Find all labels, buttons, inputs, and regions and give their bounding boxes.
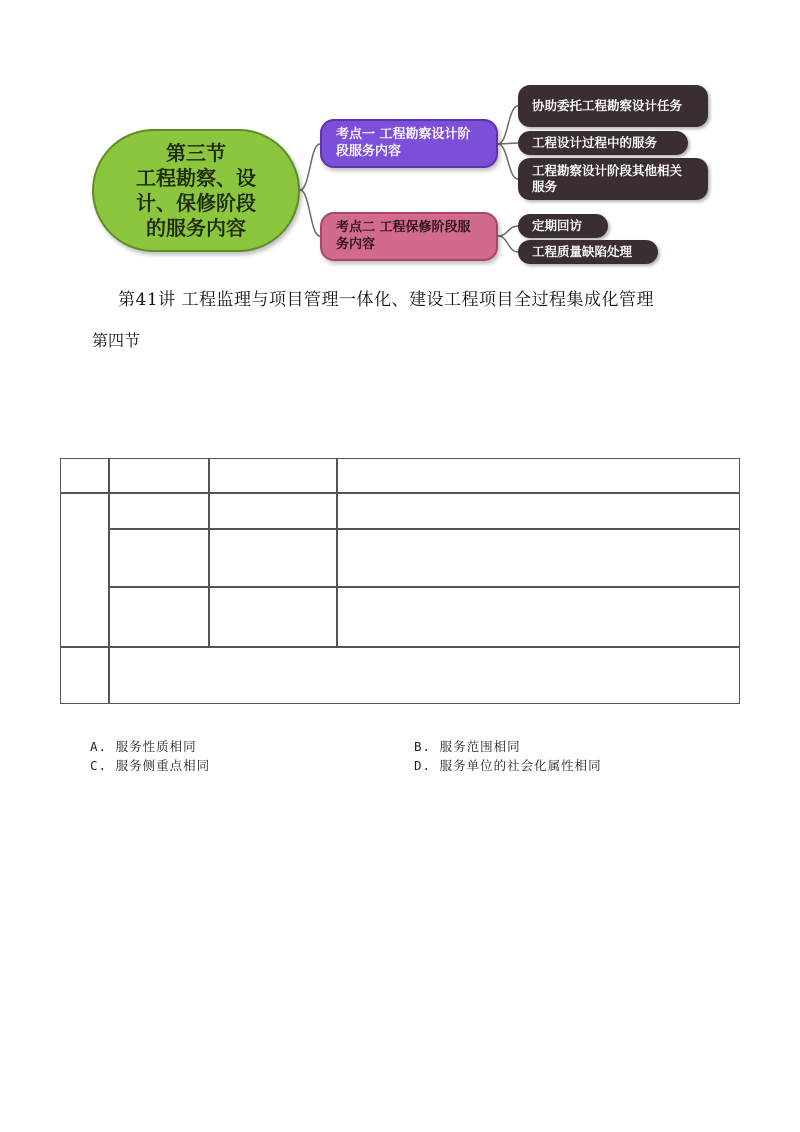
empty-table xyxy=(60,458,740,704)
leaf-node xyxy=(518,131,688,155)
leaf-label: 工程质量缺陷处理 xyxy=(532,244,633,260)
option-a: A. 服务性质相同 xyxy=(90,739,197,754)
root-line: 第三节 xyxy=(166,140,226,165)
leaf-label: 工程勘察设计阶段其他相关服务 xyxy=(532,163,683,194)
leaf-label: 工程设计过程中的服务 xyxy=(532,135,658,151)
root-line: 工程勘察、设 xyxy=(136,165,256,190)
table-divider xyxy=(208,458,210,646)
table-divider xyxy=(60,492,740,494)
table-divider xyxy=(108,586,740,588)
root-line: 计、保修阶段 xyxy=(136,190,256,215)
topic-2-label: 考点二 工程保修阶段服务内容 xyxy=(336,220,471,252)
option-b: B. 服务范围相同 xyxy=(414,739,521,754)
topic-1-label: 考点一 工程勘察设计阶段服务内容 xyxy=(336,127,471,159)
table-divider xyxy=(108,528,740,530)
leaf-node xyxy=(518,158,708,200)
leaf-node xyxy=(518,240,658,264)
option-d: D. 服务单位的社会化属性相同 xyxy=(414,758,602,773)
root-line: 的服务内容 xyxy=(146,215,246,240)
section-title: 第四节 xyxy=(92,331,141,350)
mind-map xyxy=(0,0,800,275)
topic-1-node xyxy=(320,119,498,168)
topic-2-node xyxy=(320,212,498,261)
table-divider xyxy=(336,458,338,646)
lecture-title: 第41讲 工程监理与项目管理一体化、建设工程项目全过程集成化管理 xyxy=(118,290,655,310)
leaf-node xyxy=(518,85,708,127)
mind-map-root xyxy=(92,129,300,252)
table-divider xyxy=(60,646,740,648)
option-c: C. 服务侧重点相同 xyxy=(90,758,211,773)
leaf-label: 协助委托工程勘察设计任务 xyxy=(532,98,683,114)
table-divider xyxy=(108,458,110,704)
leaf-node xyxy=(518,214,608,238)
table-border xyxy=(60,458,740,704)
leaf-label: 定期回访 xyxy=(532,218,583,234)
